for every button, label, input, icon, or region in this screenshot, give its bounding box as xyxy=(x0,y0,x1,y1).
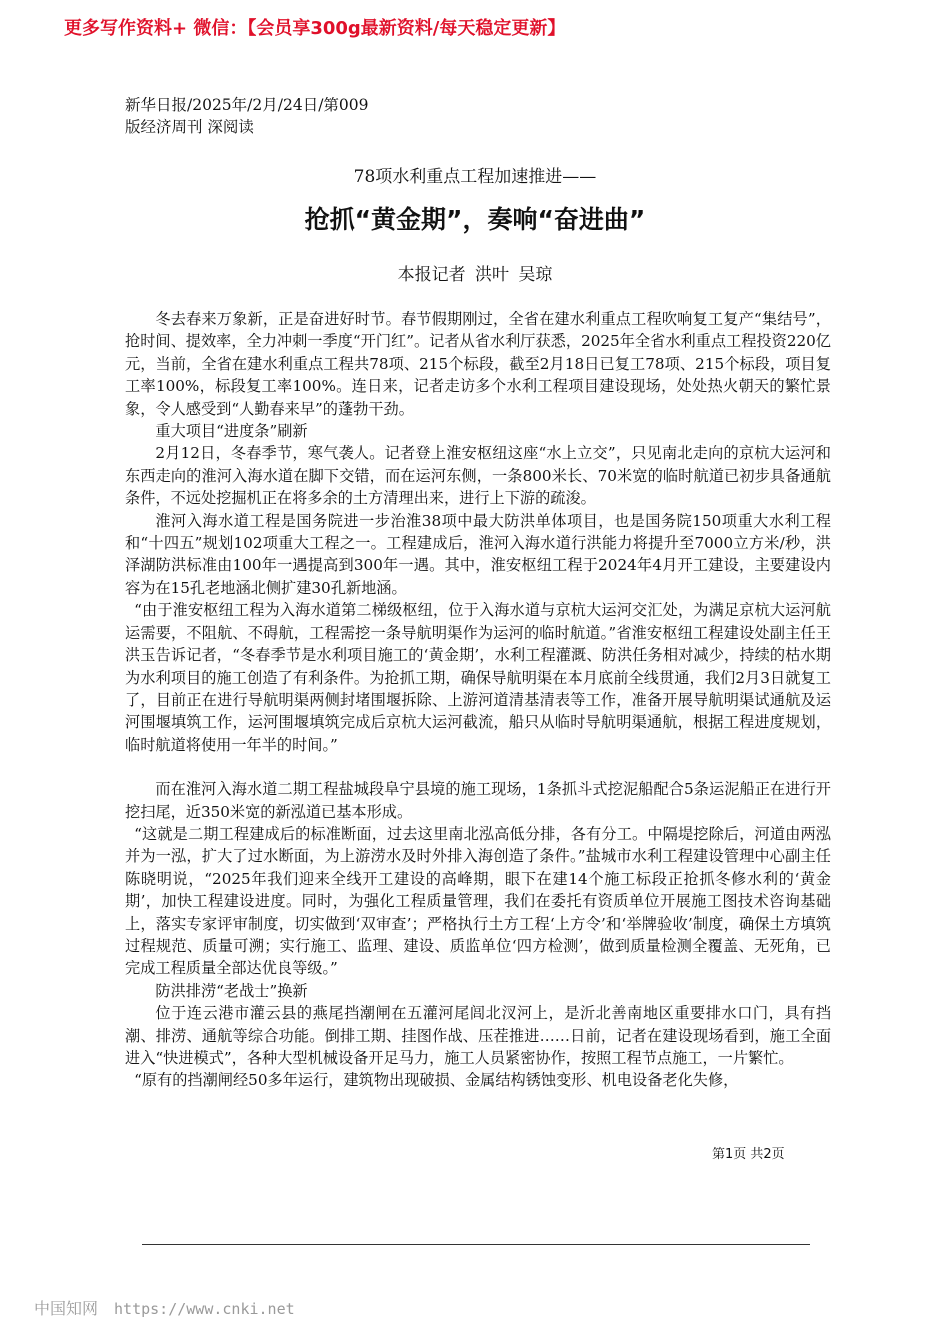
page-number: 第1页 共2页 xyxy=(712,1147,785,1162)
footer-site-name: 中国知网 xyxy=(34,1299,99,1318)
paragraph: 位于连云港市灌云县的燕尾挡潮闸在五灌河尾闾北汊河上，是沂北善南地区重要排水口门，具有挡潮、排涝、通航等综合功能。倒排工期、挂图作战、压茬推进……日前，记者在建设现场看到，施工全面进入“快进模式”，各种大型机械设备开足马力，施工人员紧密协作，按照工程节点施工，一片繁忙。 xyxy=(125,1004,831,1067)
promo-banner: 更多写作资料+ 微信：【会员享300g最新资料/每天稳定更新】 xyxy=(64,18,566,39)
source-line-2: 版经济周刊 深阅读 xyxy=(125,118,254,136)
footer-url[interactable]: https://www.cnki.net xyxy=(114,1300,295,1318)
source-line-1: 新华日报/2025年/2月/24日/第009 xyxy=(125,96,369,114)
pre-title: 78项水利重点工程加速推进—— xyxy=(353,167,597,187)
divider-line xyxy=(142,1244,810,1245)
page-title: 抢抓“黄金期”，奏响“奋进曲” xyxy=(304,205,646,234)
paragraph-quote: “这就是二期工程建成后的标准断面，过去这里南北泓高低分排，各有分工。中隔堤挖除后，河道由两泓并为一泓，扩大了过水断面，为上游涝水及时外排入海创造了条件。”盐城市水利工程建设管理中心副主任陈晓明说，“2025年我们迎来全线开工建设的高峰期，眼下在建14个施工标段正抢抓冬修水利的‘黄金期’，加快工程建设进度。同时，为强化工程质量管理，我们在委托有资质单位开展施工图技术咨询基础上，落实专家评审制度，切实做到‘双审查’；严格执行土方工程‘上方令’和‘举牌验收’制度，确保土方填筑过程规范、质量可溯；实行施工、监理、建设、质监单位‘四方检测’，做到质量检测全覆盖、无死角，已完成工程质量全部达优良等级。” xyxy=(125,824,831,978)
paragraph-intro: 冬去春来万象新，正是奋进好时节。春节假期刚过，全省在建水利重点工程吹响复工复产“集结号”，抢时间、提效率，全力冲刺一季度“开门红”。记者从省水利厅获悉，2025年全省水利重点工程投资220亿元，当前，全省在建水利重点工程共78项、215个标段，截至2月18日已复工78项、215个标段，项目复工率100%，标段复工率100%。连日来，记者走访多个水利工程项目建设现场，处处热火朝天的繁忙景象，令人感受到“人勤春来早”的蓬勃干劲。 xyxy=(125,310,831,418)
section-heading: 防洪排涝“老战士”换新 xyxy=(155,981,308,1000)
paragraph: 淮河入海水道工程是国务院进一步治淮38项中最大防洪单体项目，也是国务院150项重大水利工程和“十四五”规划102项重大工程之一。工程建成后，淮河入海水道行洪能力将提升至7000立方米/秒，洪泽湖防洪标准由100年一遇提高到300年一遇。其中，淮安枢纽工程于2024年4月开工建设，主要建设内容为在15孔老地涵北侧扩建30孔新地涵。 xyxy=(125,511,831,597)
paragraph: 2月12日，冬春季节，寒气袭人。记者登上淮安枢纽这座“水上立交”，只见南北走向的京杭大运河和东西走向的淮河入海水道在脚下交错，而在运河东侧，一条800米长、70米宽的临时航道已初步具备通航条件，不远处挖掘机正在将多余的土方清理出来，进行上下游的疏浚。 xyxy=(125,444,831,508)
article-body xyxy=(125,308,831,1092)
byline: 本报记者 洪叶 吴琼 xyxy=(397,265,553,285)
paragraph: 而在淮河入海水道二期工程盐城段阜宁县境的施工现场，1条抓斗式挖泥船配合5条运泥船正在进行开挖扫尾，近350米宽的新泓道已基本形成。 xyxy=(125,780,831,821)
paragraph-quote: “原有的挡潮闸经50多年运行，建筑物出现破损、金属结构锈蚀变形、机电设备老化失修， xyxy=(134,1071,739,1090)
section-heading: 重大项目“进度条”刷新 xyxy=(155,422,308,441)
paragraph-quote: “由于淮安枢纽工程为入海水道第二梯级枢纽，位于入海水道与京杭大运河交汇处，为满足京杭大运河航运需要，不阻航、不碍航，工程需挖一条导航明渠作为运河的临时航道。”省淮安枢纽工程建设处副主任王洪玉告诉记者，“冬春季节是水利项目施工的‘黄金期’，水利工程灌溉、防洪任务相对减少，持续的枯水期为水利项目的施工创造了有利条件。为抢抓工期，确保导航明渠在本月底前全线贯通，我们2月3日就复工了，目前正在进行导航明渠两侧封堵围堰拆除、上游河道清基清表等工作，准备开展导航明渠试通航及运河围堰填筑工作，运河围堰填筑完成后京杭大运河截流，船只从临时导航明渠通航，根据工程进度规划，临时航道将使用一年半的时间。” xyxy=(125,601,831,754)
footer xyxy=(34,1296,295,1319)
source-info xyxy=(125,94,369,138)
